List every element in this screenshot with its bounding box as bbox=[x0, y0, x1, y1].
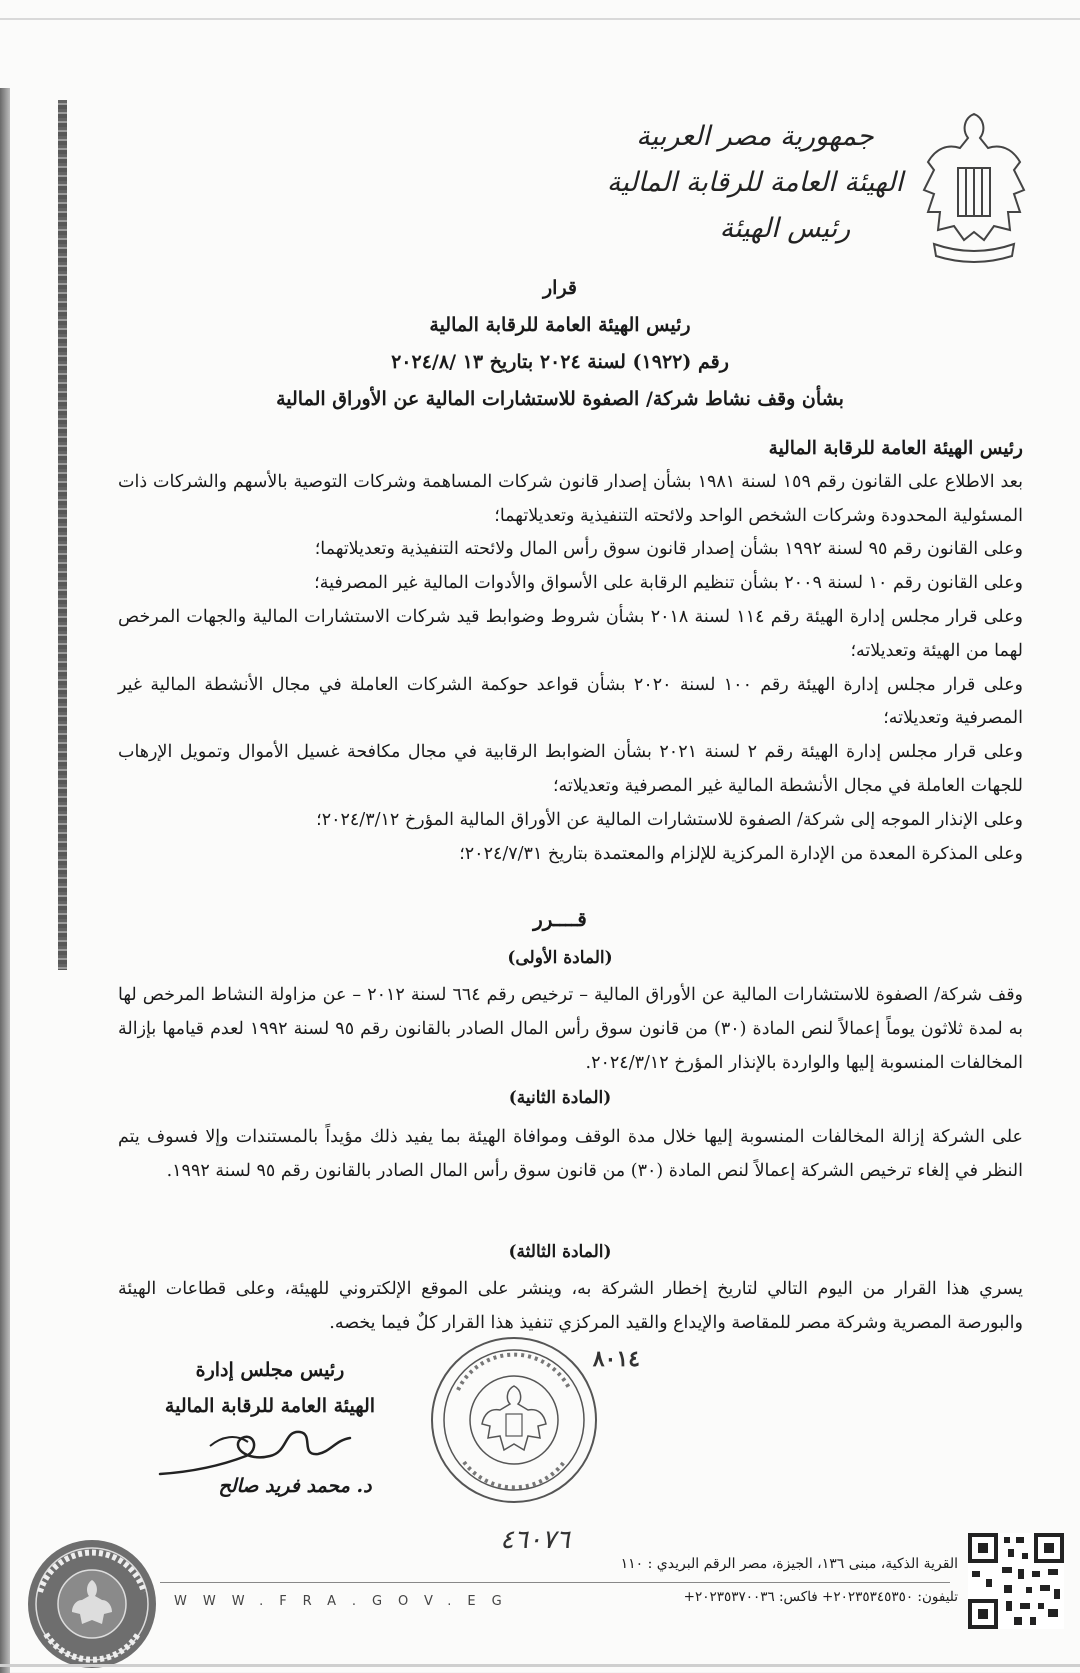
decision-heading: قــــرر bbox=[533, 907, 587, 931]
footer-phones: تليفون: ٢٠٢٣٥٣٤٥٣٥٠+ فاكس: ٢٠٢٣٥٣٧٠٠٣٦+ bbox=[683, 1589, 958, 1605]
fra-seal-icon bbox=[22, 1536, 162, 1672]
preamble-heading: رئيس الهيئة العامة للرقابة المالية bbox=[768, 438, 1023, 459]
article-2-text bbox=[118, 1120, 1023, 1188]
letterhead-country: جمهورية مصر العربية bbox=[636, 121, 874, 152]
article-2-heading: (المادة الثانية) bbox=[508, 1088, 612, 1108]
footer-address: القرية الذكية، مبنى ١٣٦، الجيزة، مصر الرقم البريدي : ١١٠ bbox=[620, 1556, 958, 1572]
official-stamp-icon bbox=[428, 1334, 600, 1506]
signatory-name: د. محمد فريد صالح bbox=[218, 1475, 372, 1497]
article-3-heading: (المادة الثالثة) bbox=[508, 1242, 612, 1262]
preamble bbox=[118, 432, 1023, 871]
article-1-text bbox=[118, 978, 1023, 1080]
stamp-side-number: ٨٠١٤ bbox=[592, 1346, 640, 1372]
preamble-paragraph: وعلى القانون رقم ٩٥ لسنة ١٩٩٢ بشأن إصدار قانون سوق رأس المال ولائحته التنفيذية وتعديلاتهما؛ bbox=[314, 539, 1023, 560]
handwritten-number: ٤٦٠٧٦ bbox=[500, 1525, 570, 1555]
article-3-text bbox=[118, 1272, 1023, 1340]
preamble-paragraph: وعلى الإنذار الموجه إلى شركة/ الصفوة للاستشارات المالية عن الأوراق المالية المؤرخ ٢٠٢٤/٣/١٢؛ bbox=[316, 809, 1023, 830]
title-word: قرار bbox=[542, 277, 578, 299]
bottom-divider bbox=[0, 1664, 1080, 1667]
qr-code-icon bbox=[968, 1533, 1064, 1629]
eagle-emblem-icon bbox=[920, 108, 1028, 268]
title-subject: بشأن وقف نشاط شركة/ الصفوة للاستشارات المالية عن الأوراق المالية bbox=[276, 388, 844, 410]
binding-strip bbox=[58, 100, 67, 970]
article-3-body: يسري هذا القرار من اليوم التالي لتاريخ إخطار الشركة به، وينشر على الموقع الإلكتروني للهيئة، وعلى قطاعات الهيئة والبورصة المصرية وشركة مصر للمقاصة والإيداع والقيد المركزي تنفيذ هذا القرار كلٌ فيما يخصه. bbox=[118, 1279, 1023, 1333]
preamble-paragraph: وعلى قرار مجلس إدارة الهيئة رقم ٢ لسنة ٢٠٢١ بشأن الضوابط الرقابية في مجال مكافحة غسيل الأموال وتمويل الإرهاب للجهات العاملة في مجال الأنشطة المالية غير المصرفية وتعديلاته؛ bbox=[118, 742, 1023, 796]
preamble-paragraph: وعلى المذكرة المعدة من الإدارة المركزية للإلزام والمعتمدة بتاريخ ٢٠٢٤/٧/٣١؛ bbox=[459, 843, 1023, 864]
title-number: رقم (١٩٢٢) لسنة ٢٠٢٤ بتاريخ ١٣ /٢٠٢٤/٨ bbox=[391, 351, 729, 373]
scan-edge bbox=[0, 88, 10, 1673]
signatory-title-2: الهيئة العامة للرقابة المالية bbox=[164, 1395, 376, 1417]
signatory-title-1: رئيس مجلس إدارة bbox=[195, 1359, 345, 1381]
article-1-body: وقف شركة/ الصفوة للاستشارات المالية عن الأوراق المالية – ترخيص رقم ٦٦٤ لسنة ٢٠١٢ – عن مزاولة النشاط المرخص لها به لمدة ثلاثون يوماً إعمالاً لنص المادة (٣٠) من قانون سوق رأس المال الصادر بالقانون رقم ٩٥ لسنة ١٩٩٢ لعدم قيامها بإزالة المخالفات المنسوبة إليها والواردة بالإنذار المؤرخ ٢٠٢٤/٣/١٢. bbox=[118, 985, 1024, 1073]
top-divider bbox=[0, 18, 1080, 20]
letterhead bbox=[590, 114, 920, 252]
letterhead-office: رئيس الهيئة bbox=[719, 213, 851, 244]
title-issuer: رئيس الهيئة العامة للرقابة المالية bbox=[429, 314, 691, 336]
article-1-heading: (المادة الأولى) bbox=[507, 948, 613, 968]
article-2-body: على الشركة إزالة المخالفات المنسوبة إليها خلال مدة الوقف وموافاة الهيئة بما يفيد ذلك مؤيداً بالمستندات وإلا فسوف يتم النظر في إلغاء ترخيص الشركة إعمالاً لنص المادة (٣٠) من قانون سوق رأس المال الصادر بالقانون رقم ٩٥ لسنة ١٩٩٢. bbox=[118, 1127, 1023, 1181]
letterhead-authority: الهيئة العامة للرقابة المالية bbox=[606, 167, 904, 198]
preamble-paragraph: بعد الاطلاع على القانون رقم ١٥٩ لسنة ١٩٨١ بشأن إصدار قانون شركات المساهمة وشركات التوصية بالأسهم والشركات ذات المسئولية المحدودة وشركات الشخص الواحد ولائحته التنفيذية وتعديلاتهما؛ bbox=[118, 471, 1023, 526]
preamble-paragraph: وعلى قرار مجلس إدارة الهيئة رقم ١٠٠ لسنة ٢٠٢٠ بشأن قواعد حوكمة الشركات العاملة في مجال الأنشطة المالية غير المصرفية وتعديلاته؛ bbox=[118, 674, 1024, 729]
footer-divider bbox=[160, 1582, 950, 1583]
signature-block bbox=[140, 1352, 400, 1424]
decision-title bbox=[160, 270, 960, 418]
footer-website: WWW.FRA.GOV.EG bbox=[174, 1594, 518, 1609]
preamble-paragraph: وعلى قرار مجلس إدارة الهيئة رقم ١١٤ لسنة ٢٠١٨ بشأن شروط وضوابط قيد شركات الاستشارات المالية والجهات المرخص لهما من الهيئة وتعديلاته؛ bbox=[118, 606, 1023, 661]
preamble-paragraph: وعلى القانون رقم ١٠ لسنة ٢٠٠٩ بشأن تنظيم الرقابة على الأسواق والأدوات المالية غير المصرفية؛ bbox=[314, 573, 1023, 594]
